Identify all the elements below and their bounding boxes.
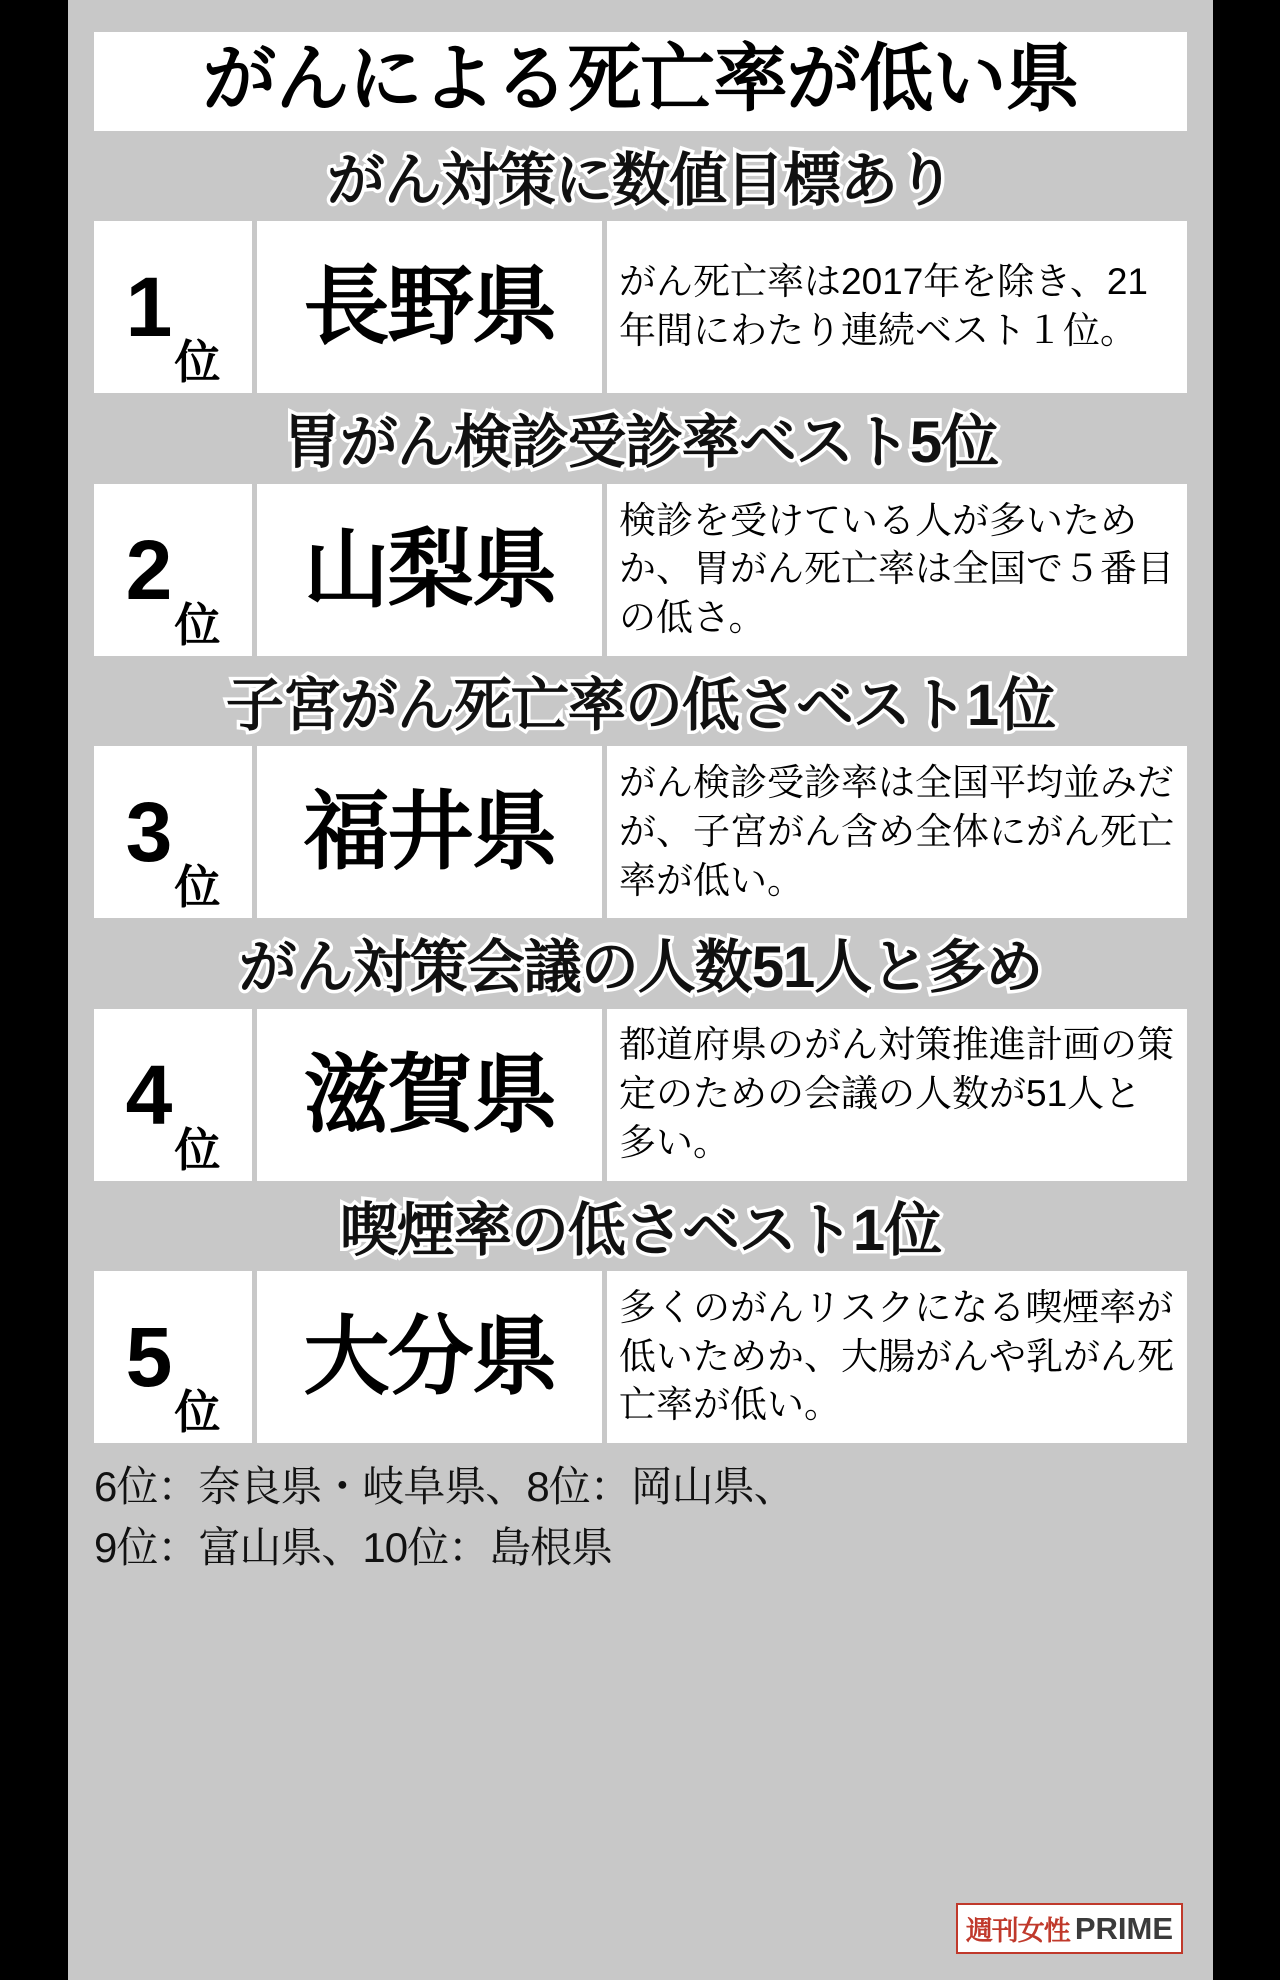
section-heading-3: 子宮がん死亡率の低さベスト1位 — [225, 672, 1056, 738]
section-heading-5: 喫煙率の低さベスト1位 — [339, 1197, 942, 1263]
description-text: 都道府県のがん対策推進計画の策定のための会議の人数が51人と多い。 — [619, 1024, 1174, 1164]
description-text: 多くのがんリスクになる喫煙率が低いためか、大腸がんや乳がん死亡率が低い。 — [619, 1286, 1174, 1426]
rank-number: 3 — [125, 785, 173, 880]
prefecture-cell-3 — [257, 746, 602, 918]
footnote-line-2: 9位：富山県、10位：島根県 — [94, 1523, 613, 1571]
description-text: がん検診受診率は全国平均並みだが、子宮がん含め全体にがん死亡率が低い。 — [619, 761, 1174, 901]
description-text: 検診を受けている人が多いためか、胃がん死亡率は全国で５番目の低さ。 — [619, 499, 1174, 639]
logo-text-en: PRIME — [1074, 1910, 1173, 1946]
rank-cell-3 — [94, 746, 252, 918]
footnote-line-1: 6位：奈良県・岐阜県、8位：岡山県、 — [94, 1463, 795, 1511]
section-heading-1: がん対策に数値目標あり — [326, 147, 954, 213]
description-cell-5 — [607, 1271, 1187, 1443]
description-cell-3 — [607, 746, 1187, 918]
section-heading-4: がん対策会議の人数51人と多め — [238, 935, 1043, 1001]
prefecture-cell-1 — [257, 221, 602, 393]
rank-unit: 位 — [174, 598, 221, 651]
footnotes — [94, 1457, 1187, 1579]
prefecture-cell-4 — [257, 1009, 602, 1181]
rank-unit: 位 — [174, 1123, 221, 1176]
logo-text-jp: 週刊女性 — [965, 1916, 1070, 1946]
table-row — [94, 484, 1187, 656]
description-text: がん死亡率は2017年を除き、21年間にわたり連続ベスト１位。 — [619, 261, 1148, 352]
prefecture-cell-2 — [257, 484, 602, 656]
prefecture-name: 滋賀県 — [303, 1046, 556, 1143]
rank-cell-4 — [94, 1009, 252, 1181]
description-cell-2 — [607, 484, 1187, 656]
table-row — [94, 221, 1187, 393]
rank-number: 2 — [125, 522, 173, 617]
prefecture-name: 山梨県 — [303, 521, 556, 618]
infographic-panel — [68, 0, 1213, 1980]
prefecture-name: 福井県 — [303, 784, 556, 881]
table-row — [94, 1009, 1187, 1181]
rank-unit: 位 — [174, 1386, 221, 1439]
rank-cell-5 — [94, 1271, 252, 1443]
description-cell-1 — [607, 221, 1187, 393]
rank-number: 5 — [125, 1310, 173, 1405]
section-heading-2: 胃がん検診受診率ベスト5位 — [282, 410, 999, 476]
rank-unit: 位 — [174, 861, 221, 914]
rank-cell-2 — [94, 484, 252, 656]
rank-unit: 位 — [174, 336, 221, 389]
prefecture-name: 長野県 — [303, 259, 556, 356]
rank-cell-1 — [94, 221, 252, 393]
table-row — [94, 746, 1187, 918]
description-cell-4 — [607, 1009, 1187, 1181]
prefecture-cell-5 — [257, 1271, 602, 1443]
page-title: がんによる死亡率が低い県 — [94, 32, 1187, 131]
publisher-logo — [956, 1903, 1183, 1954]
prefecture-name: 大分県 — [303, 1309, 556, 1406]
rank-number: 4 — [125, 1047, 173, 1142]
table-row — [94, 1271, 1187, 1443]
rank-number: 1 — [125, 260, 173, 355]
